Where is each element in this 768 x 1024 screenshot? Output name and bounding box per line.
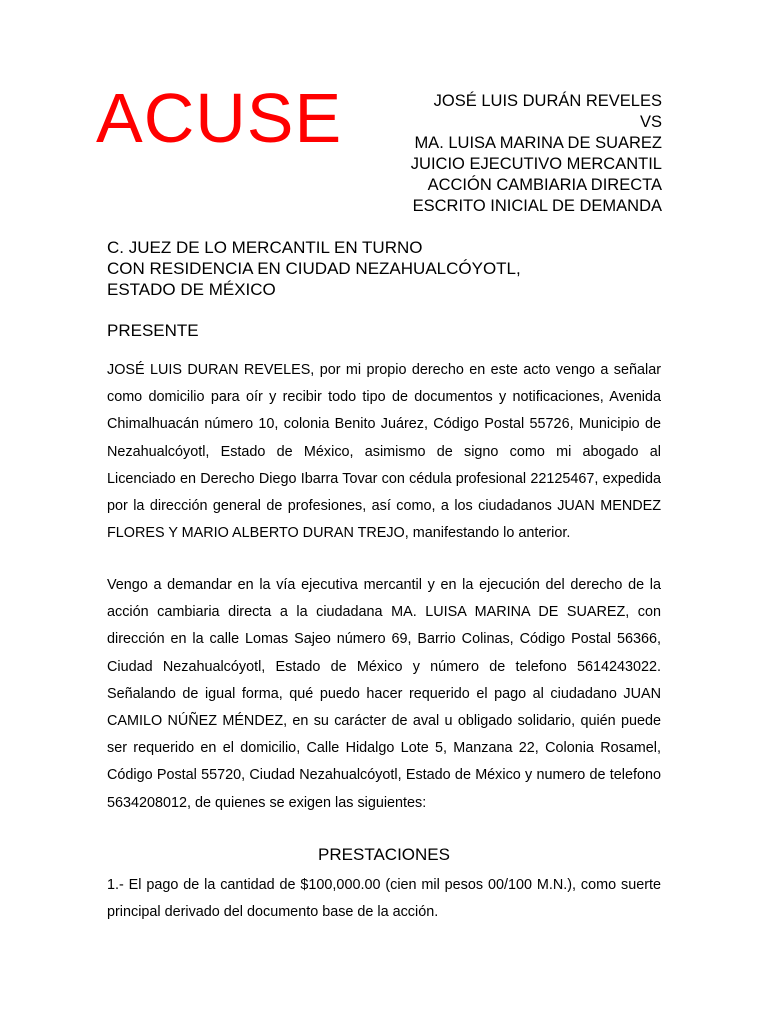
prestaciones-heading: PRESTACIONES bbox=[318, 845, 450, 864]
intro-paragraph: JOSÉ LUIS DURAN REVELES, por mi propio derecho en este acto vengo a señalar como domicilio para oír y recibir todo tipo de documentos y notificaciones, Avenida Chimalhuacán número 10, colonia Benito Juárez, Código Postal 55726, Municipio de Nezahualcóyotl, Estado de México, asimismo de signo como mi abogado al Licenciado en Derecho Diego Ibarra Tovar con cédula profesional 22125467, expedida por la dirección general de profesiones, así como, a los ciudadanos JUAN MENDEZ FLORES Y MARIO ALBERTO DURAN TREJO, manifestando lo anterior. bbox=[107, 362, 661, 542]
addressee-line: CON RESIDENCIA EN CIUDAD NEZAHUALCÓYOTL, bbox=[107, 259, 521, 278]
case-header bbox=[411, 91, 662, 217]
plaintiff-name: JOSÉ LUIS DURÁN REVELES bbox=[433, 92, 662, 110]
acuse-stamp: ACUSE bbox=[96, 79, 343, 157]
defendant-name: MA. LUISA MARINA DE SUAREZ bbox=[414, 134, 662, 152]
demand-paragraph: Vengo a demandar en la vía ejecutiva mercantil y en la ejecución del derecho de la acción cambiaria directa a la ciudadana MA. LUISA MARINA DE SUAREZ, con dirección en la calle Lomas Sajeo número 69, Barrio Colinas, Código Postal 56366, Ciudad Nezahualcóyotl, Estado de México y número de telefono 5614243022. Señalando de igual forma, qué puedo hacer requerido el pago al ciudadano JUAN CAMILO NÚÑEZ MÉNDEZ, en su carácter de aval u obligado solidario, quién puede ser requerido en el domicilio, Calle Hidalgo Lote 5, Manzana 22, Colonia Rosamel, Código Postal 55720, Ciudad Nezahualcóyotl, Estado de México y numero de telefono 5634208012, de quienes se exigen las siguientes: bbox=[107, 577, 661, 811]
prestacion-item: 1.- El pago de la cantidad de $100,000.00 (cien mil pesos 00/100 M.N.), como suerte principal derivado del documento base de la acción. bbox=[107, 877, 661, 921]
addressee-line: ESTADO DE MÉXICO bbox=[107, 280, 276, 299]
action-type: ACCIÓN CAMBIARIA DIRECTA bbox=[427, 176, 662, 194]
addressee-block bbox=[107, 237, 521, 300]
versus-label: VS bbox=[639, 113, 662, 131]
presente-heading: PRESENTE bbox=[107, 321, 199, 340]
addressee-line: C. JUEZ DE LO MERCANTIL EN TURNO bbox=[107, 238, 423, 257]
trial-type: JUICIO EJECUTIVO MERCANTIL bbox=[410, 155, 662, 173]
document-type: ESCRITO INICIAL DE DEMANDA bbox=[412, 197, 662, 215]
